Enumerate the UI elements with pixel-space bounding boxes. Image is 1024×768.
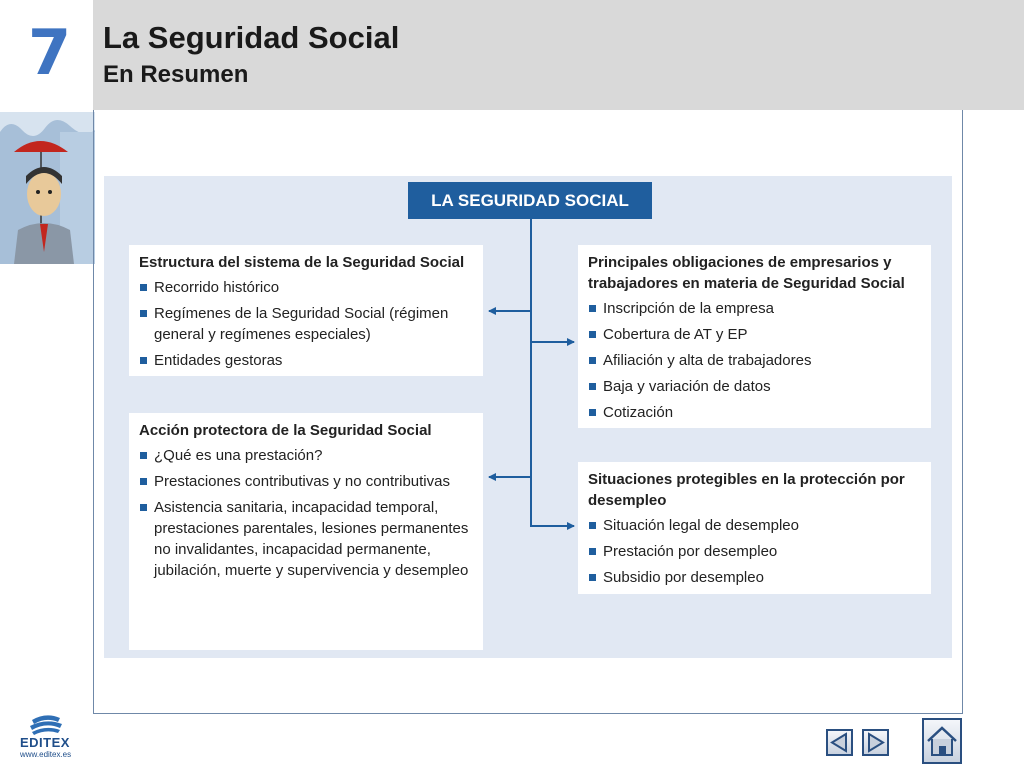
- accion-protectora-box: [129, 413, 483, 650]
- list-item: Entidades gestoras: [139, 350, 473, 371]
- bullet-icon: [589, 383, 596, 390]
- bullet-icon: [140, 284, 147, 291]
- chapter-number: 7: [28, 16, 72, 89]
- list-item: Inscripción de la empresa: [588, 298, 921, 319]
- list-item: Subsidio por desempleo: [588, 567, 921, 588]
- bullet-icon: [140, 504, 147, 511]
- box-title: Situaciones protegibles en la protección por desempleo: [588, 471, 905, 509]
- next-button[interactable]: [862, 729, 889, 756]
- triangle-right-icon: [864, 731, 887, 754]
- list-item: Cotización: [588, 402, 921, 423]
- page-title: La Seguridad Social: [103, 20, 400, 55]
- bullet-icon: [589, 409, 596, 416]
- bullet-icon: [589, 574, 596, 581]
- bullet-icon: [589, 548, 596, 555]
- bullet-icon: [589, 305, 596, 312]
- list-item: Afiliación y alta de trabajadores: [588, 350, 921, 371]
- list-item: Baja y variación de datos: [588, 376, 921, 397]
- box-title: Acción protectora de la Seguridad Social: [139, 422, 432, 439]
- home-button[interactable]: [922, 718, 962, 764]
- editex-logo-text: EDITEX: [20, 735, 70, 750]
- previous-button[interactable]: [826, 729, 853, 756]
- estructura-box: [129, 245, 483, 376]
- list-item: Regímenes de la Seguridad Social (régimen general y regímenes especiales): [139, 303, 473, 345]
- list-item: Prestación por desempleo: [588, 541, 921, 562]
- box-title: Estructura del sistema de la Seguridad Social: [139, 254, 465, 271]
- bullet-icon: [589, 331, 596, 338]
- obligaciones-box: [578, 245, 931, 428]
- triangle-left-icon: [828, 731, 851, 754]
- page-subtitle: En Resumen: [103, 61, 249, 88]
- list-item: ¿Qué es una prestación?: [139, 445, 473, 466]
- editex-url: www.editex.es: [20, 750, 72, 759]
- bullet-icon: [589, 357, 596, 364]
- list-item: Prestaciones contributivas y no contributivas: [139, 471, 473, 492]
- bullet-icon: [140, 310, 147, 317]
- bullet-icon: [140, 452, 147, 459]
- list-item: Cobertura de AT y EP: [588, 324, 921, 345]
- root-node: LA SEGURIDAD SOCIAL: [408, 182, 652, 219]
- bullet-icon: [589, 522, 596, 529]
- bullet-icon: [140, 478, 147, 485]
- list-item: Asistencia sanitaria, incapacidad temporal, prestaciones parentales, lesiones permanentes no invalidantes, incapacidad permanente, jubilación, muerte y supervivencia y desempleo: [139, 497, 473, 581]
- bullet-icon: [140, 357, 147, 364]
- situaciones-protegibles-box: [578, 462, 931, 594]
- home-icon: [924, 720, 960, 762]
- list-item: Recorrido histórico: [139, 277, 473, 298]
- box-title: Principales obligaciones de empresarios y trabajadores en materia de Seguridad Social: [588, 254, 905, 292]
- list-item: Situación legal de desempleo: [588, 515, 921, 536]
